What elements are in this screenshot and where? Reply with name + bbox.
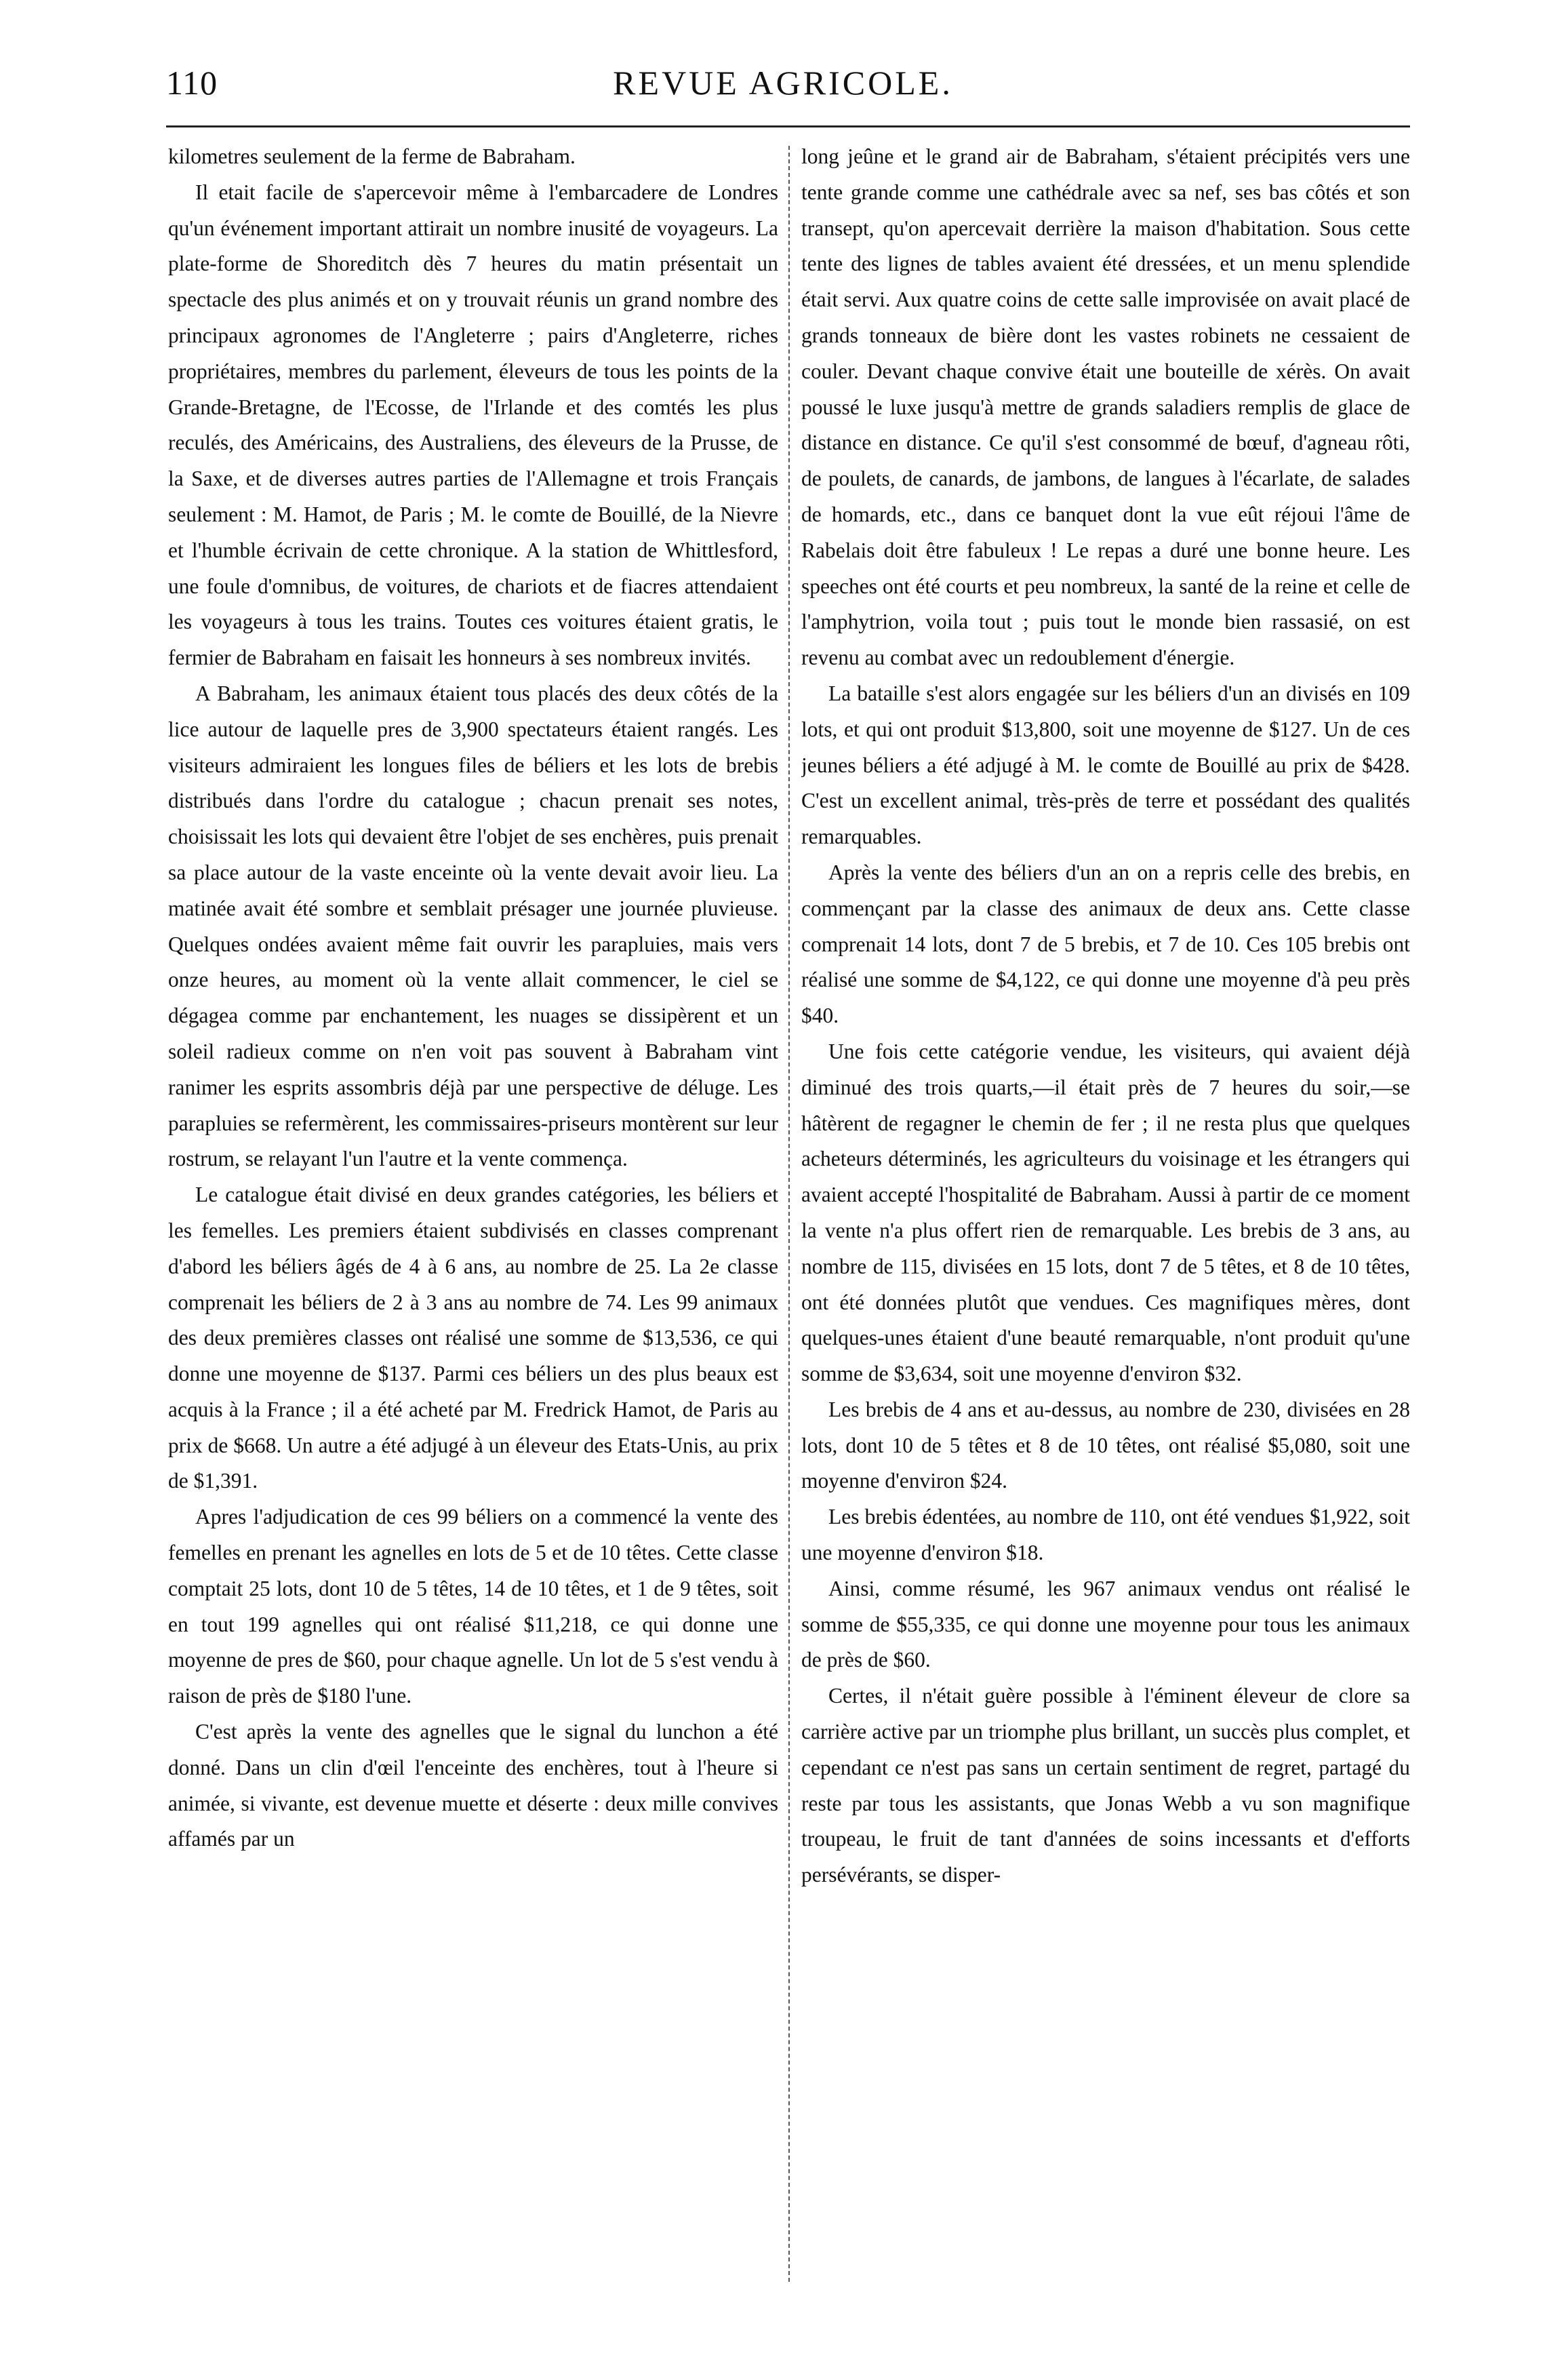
paragraph: Les brebis de 4 ans et au-dessus, au nombre de 230, divisées en 28 lots, dont 10 de 5 têtes et 8 de 10 têtes, ont réalisé $5,080, soit une moyenne d'environ $24. [801, 1397, 1410, 1493]
paragraph: Il etait facile de s'apercevoir même à l'embarcadere de Londres qu'un événement important attirait un nombre inusité de voyageurs. La plate-forme de Shoreditch dès 7 heures du matin présentait un spectacle des plus animés et on y trouvait réunis un grand nombre des principaux agronomes de l'Angleterre ; pairs d'Angleterre, riches propriétaires, membres du parlement, éleveurs de tous les points de la Grande-Bretagne, de l'Ecosse, de l'Irlande et des comtés les plus reculés, des Américains, des Australiens, des éleveurs de la Prusse, de la Saxe, et de diverses autres parties de l'Allemagne et trois Français seulement : M. Hamot, de Paris ; M. le comte de Bouillé, de la Nievre et l'humble écrivain de cette chronique. A la station de Whittlesford, une foule d'omnibus, de voitures, de chariots et de fiacres attendaient les voyageurs à tous les trains. Toutes ces voitures étaient gratis, le fermier de Babraham en faisait les honneurs à ses nombreux invités. [168, 180, 778, 670]
paragraph: Après la vente des béliers d'un an on a repris celle des brebis, en commençant par la classe des animaux de deux ans. Cette classe comprenait 14 lots, dont 7 de 5 brebis, et 7 de 10. Ces 105 brebis ont réalisé une somme de $4,122, ce qui donne une moyenne d'à peu près $40. [801, 860, 1410, 1028]
paragraph: Les brebis édentées, au nombre de 110, ont été vendues $1,922, soit une moyenne d'environ $18. [801, 1505, 1410, 1565]
paragraph: Apres l'adjudication de ces 99 béliers on a commencé la vente des femelles en prenant les agnelles en lots de 5 et de 10 têtes. Cette classe comptait 25 lots, dont 10 de 5 têtes, 14 de 10 têtes, et 1 de 9 têtes, soit en tout 199 agnelles qui ont réalisé $11,218, ce qui donne une moyenne de pres de $60, pour chaque agnelle. Un lot de 5 s'est vendu à raison de près de $180 l'une. [168, 1505, 778, 1708]
paragraph: Le catalogue était divisé en deux grandes catégories, les béliers et les femelles. Les premiers étaient subdivisés en classes comprenant d'abord les béliers âgés de 4 à 6 ans, au nombre de 25. La 2e classe comprenait les béliers de 2 à 3 ans au nombre de 74. Les 99 animaux des deux premières classes ont réalisé une somme de $13,536, ce qui donne une moyenne de $137. Parmi ces béliers un des plus beaux est acquis à la France ; il a été acheté par M. Fredrick Hamot, de Paris au prix de $668. Un autre a été adjugé à un éleveur des Etats-Unis, au prix de $1,391. [168, 1183, 778, 1493]
page-header [166, 58, 1400, 119]
page-number: 110 [166, 64, 218, 102]
paragraph: kilometres seulement de la ferme de Babraham. [168, 144, 576, 168]
header-rule [166, 125, 1410, 127]
paragraph: Une fois cette catégorie vendue, les visiteurs, qui avaient déjà diminué des trois quarts,—il était près de 7 heures du soir,—se hâtèrent de regagner le chemin de fer ; il ne resta plus que quelques acheteurs déterminés, les agriculteurs du voisinage et les étrangers qui avaient accepté l'hospitalité de Babraham. Aussi à partir de ce moment la vente n'a plus offert rien de remarquable. Les brebis de 3 ans, au nombre de 115, divisées en 15 lots, dont 7 de 5 têtes, et 8 de 10 têtes, ont été données plutôt que vendues. Ces magnifiques mères, dont quelques-unes étaient d'une beauté remarquable, n'ont produit qu'une somme de $3,634, soit une moyenne d'environ $32. [801, 1039, 1410, 1386]
left-column [168, 139, 778, 2289]
right-column [801, 139, 1410, 2289]
paragraph: long jeûne et le grand air de Babraham, s'étaient précipités vers une tente grande comme une cathédrale avec sa nef, ses bas côtés et son transept, qu'on apercevait derrière la maison d'habitation. Sous cette tente des lignes de tables avaient été dressées, et un menu splendide était servi. Aux quatre coins de cette salle improvisée on avait placé de grands tonneaux de bière dont les vastes robinets ne cessaient de couler. Devant chaque convive était une bouteille de xérès. On avait poussé le luxe jusqu'à mettre de grands saladiers remplis de glace de distance en distance. Ce qu'il s'est consommé de bœuf, d'agneau rôti, de poulets, de canards, de jambons, de langues à l'écarlate, de salades de homards, etc., dans ce banquet dont la vue eût réjoui l'âme de Rabelais doit être fabuleux ! Le repas a duré une bonne heure. Les speeches ont été courts et peu nombreux, la santé de la reine et celle de l'amphytrion, voila tout ; puis tout le monde bien rassasié, on est revenu au combat avec un redoublement d'énergie. [801, 144, 1410, 670]
column-divider [788, 146, 790, 2282]
paragraph: C'est après la vente des agnelles que le signal du lunchon a été donné. Dans un clin d'œil l'enceinte des enchères, tout à l'heure si animée, si vivante, est devenue muette et déserte : deux mille convives affamés par un [168, 1720, 778, 1851]
paragraph: La bataille s'est alors engagée sur les béliers d'un an divisés en 109 lots, et qui ont produit $13,800, soit une moyenne de $127. Un de ces jeunes béliers a été adjugé à M. le comte de Bouillé au prix de $428. C'est un excellent animal, très-près de terre et possédant des qualités remarquables. [801, 681, 1410, 849]
paragraph: Certes, il n'était guère possible à l'éminent éleveur de clore sa carrière active par un triomphe plus brillant, un succès plus complet, et cependant ce n'est pas sans un certain sentiment de regret, partagé du reste par tous les assistants, que Jonas Webb a vu son magnifique troupeau, le fruit de tant d'années de soins incessants et d'efforts persévérants, se disper- [801, 1684, 1410, 1887]
paragraph: Ainsi, comme résumé, les 967 animaux vendus ont réalisé le somme de $55,335, ce qui donne une moyenne pour tous les animaux de près de $60. [801, 1576, 1410, 1672]
paragraph: A Babraham, les animaux étaient tous placés des deux côtés de la lice autour de laquelle pres de 3,900 spectateurs étaient rangés. Les visiteurs admiraient les longues files de béliers et les lots de brebis distribués dans l'ordre du catalogue ; chacun prenait ses notes, choisissait les lots qui devaient être l'objet de ses enchères, puis prenait sa place autour de la vaste enceinte où la vente devait avoir lieu. La matinée avait été sombre et semblait présager une journée pluvieuse. Quelques ondées avaient même fait ouvrir les parapluies, mais vers onze heures, au moment où la vente allait commencer, le ciel se dégagea comme par enchantement, les nuages se dissipèrent et un soleil radieux comme on n'en voit pas souvent à Babraham vint ranimer les esprits assombris déjà par une perspective de déluge. Les parapluies se refermèrent, les commissaires-priseurs montèrent sur leur rostrum, se relayant l'un l'autre et la vente commença. [168, 681, 778, 1171]
running-title: REVUE AGRICOLE. [613, 64, 953, 102]
